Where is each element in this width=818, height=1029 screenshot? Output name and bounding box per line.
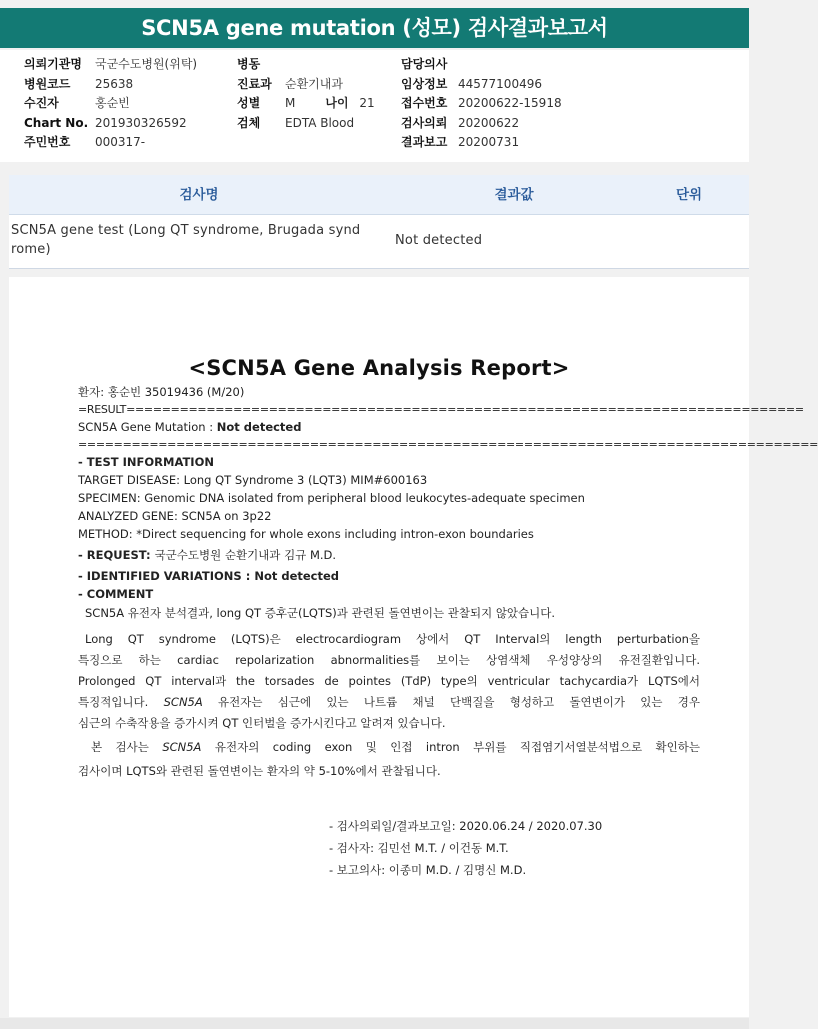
comment-paragraph-1: SCN5A 유전자 분석결과, long QT 증후군(LQTS)과 관련된 돌연변이는 관찰되지 않았습니다. [85,606,556,620]
age-label: 나이 [325,96,349,110]
comment-paragraph-2-line-2: 특징으로 하는 cardiac repolarization abnormalities를 보이는 상염색체 우성양상의 유전질환입니다. [78,653,700,667]
patient-info-column-3 [401,55,562,153]
comment-paragraph-2-line-1: Long QT syndrome (LQTS)은 electrocardiogram 상에서 QT Interval의 length perturbation을 [85,632,700,646]
field-report-date: 결과보고 20200731 [401,135,520,149]
cell-test-name: SCN5A gene test (Long QT syndrome, Brugada synd rome) [11,223,361,257]
field-request-date: 검사의뢰 20200622 [401,115,520,130]
comment-paragraph-3-line-2: 검사이며 LQTS와 관련된 돌연변이는 환자의 약 5-10%에서 관찰됩니다. [78,764,441,778]
comment-paragraph-2-line-3: Prolonged QT interval과 the torsades de pointes (TdP) type의 ventricular tachycardia가 LQTS에서 [78,674,700,688]
mutation-result-value: Not detected [216,420,302,434]
table-row[interactable] [9,216,749,269]
field-patient-name: 수진자 홍순빈 [24,96,130,110]
sig-physicians: - 보고의사: 이종미 M.D. / 김명신 M.D. [329,863,527,877]
cell-result: Not detected [395,233,483,248]
report-title: SCN5A gene mutation (성모) 검사결과보고서 [141,16,608,40]
field-resident-number: 주민번호 000317- [24,135,146,149]
analyzed-gene: ANALYZED GENE: SCN5A on 3p22 [78,509,272,523]
signature-block [329,815,602,881]
column-header-result[interactable]: 결과값 [494,187,534,203]
field-receipt-number: 접수번호 20200622-15918 [401,96,562,110]
field-requesting-institution: 의뢰기관명 국군수도병원(위탁) [24,57,198,71]
report-body [78,383,818,784]
result-grid-header [9,175,749,215]
request-line: - REQUEST: 국군수도병원 순환기내과 김규 M.D. [78,548,337,562]
sig-dates: - 검사의뢰일/결과보고일: 2020.06.24 / 2020.07.30 [329,819,603,833]
comment-paragraph-2-line-4: 특징적입니다. SCN5A 유전자는 심근에 있는 나트륨 채널 단백질을 형성하고 돌연변이가 있는 경우 [78,695,701,709]
field-hospital-code: 병원코드 25638 [24,76,134,91]
separator-line: =================================================================================== [78,438,818,451]
target-disease: TARGET DISEASE: Long QT Syndrome 3 (LQT3) MIM#600163 [78,473,428,487]
sig-technicians: - 검사자: 김민선 M.T. / 이건동 M.T. [329,841,509,855]
field-ward: 병동 [237,57,261,71]
comment-paragraph-2-line-5: 심근의 수축작용을 증가시켜 QT 인터벌을 증가시킨다고 알려져 있습니다. [78,716,446,730]
comment-paragraph-3-line-1: 본 검사는 SCN5A 유전자의 coding exon 및 인접 intron 부위를 직접염기서열분석법으로 확인하는 [91,740,700,754]
field-specimen: 검체 EDTA Blood [237,115,355,130]
specimen-line: SPECIMEN: Genomic DNA isolated from peripheral blood leukocytes-adequate specimen [78,491,585,505]
column-header-test-name[interactable]: 검사명 [179,187,219,203]
report-heading: <SCN5A Gene Analysis Report> [188,356,570,380]
patient-info-column-1 [24,55,197,153]
field-chart-no: Chart No. 201930326592 [24,115,187,130]
patient-info-column-2 [237,55,375,133]
patient-info-panel [0,50,749,162]
column-header-unit[interactable]: 단위 [675,187,703,203]
result-separator: =RESULT============================================================================ [78,403,804,416]
bottom-scroll-area [0,1018,749,1029]
comment-heading: - COMMENT [78,587,154,601]
mutation-result-line: SCN5A Gene Mutation : Not detected [78,420,302,434]
report-title-bar [0,8,749,48]
result-grid [9,175,749,269]
field-sex-age: 성별 M 나이 21 [237,94,375,114]
field-clinical-info: 임상정보 44577100496 [401,76,542,91]
method-line: METHOD: *Direct sequencing for whole exons including intron-exon boundaries [78,527,534,541]
identified-variations: - IDENTIFIED VARIATIONS : Not detected [78,569,340,583]
field-physician: 담당의사 [401,57,448,71]
divider [9,268,749,269]
test-info-heading: - TEST INFORMATION [78,455,214,469]
patient-line: 환자: 홍순빈 35019436 (M/20) [78,385,245,399]
report-document [9,277,818,1017]
field-department: 진료과 순환기내과 [237,76,343,91]
age-value: 21 [359,96,375,110]
